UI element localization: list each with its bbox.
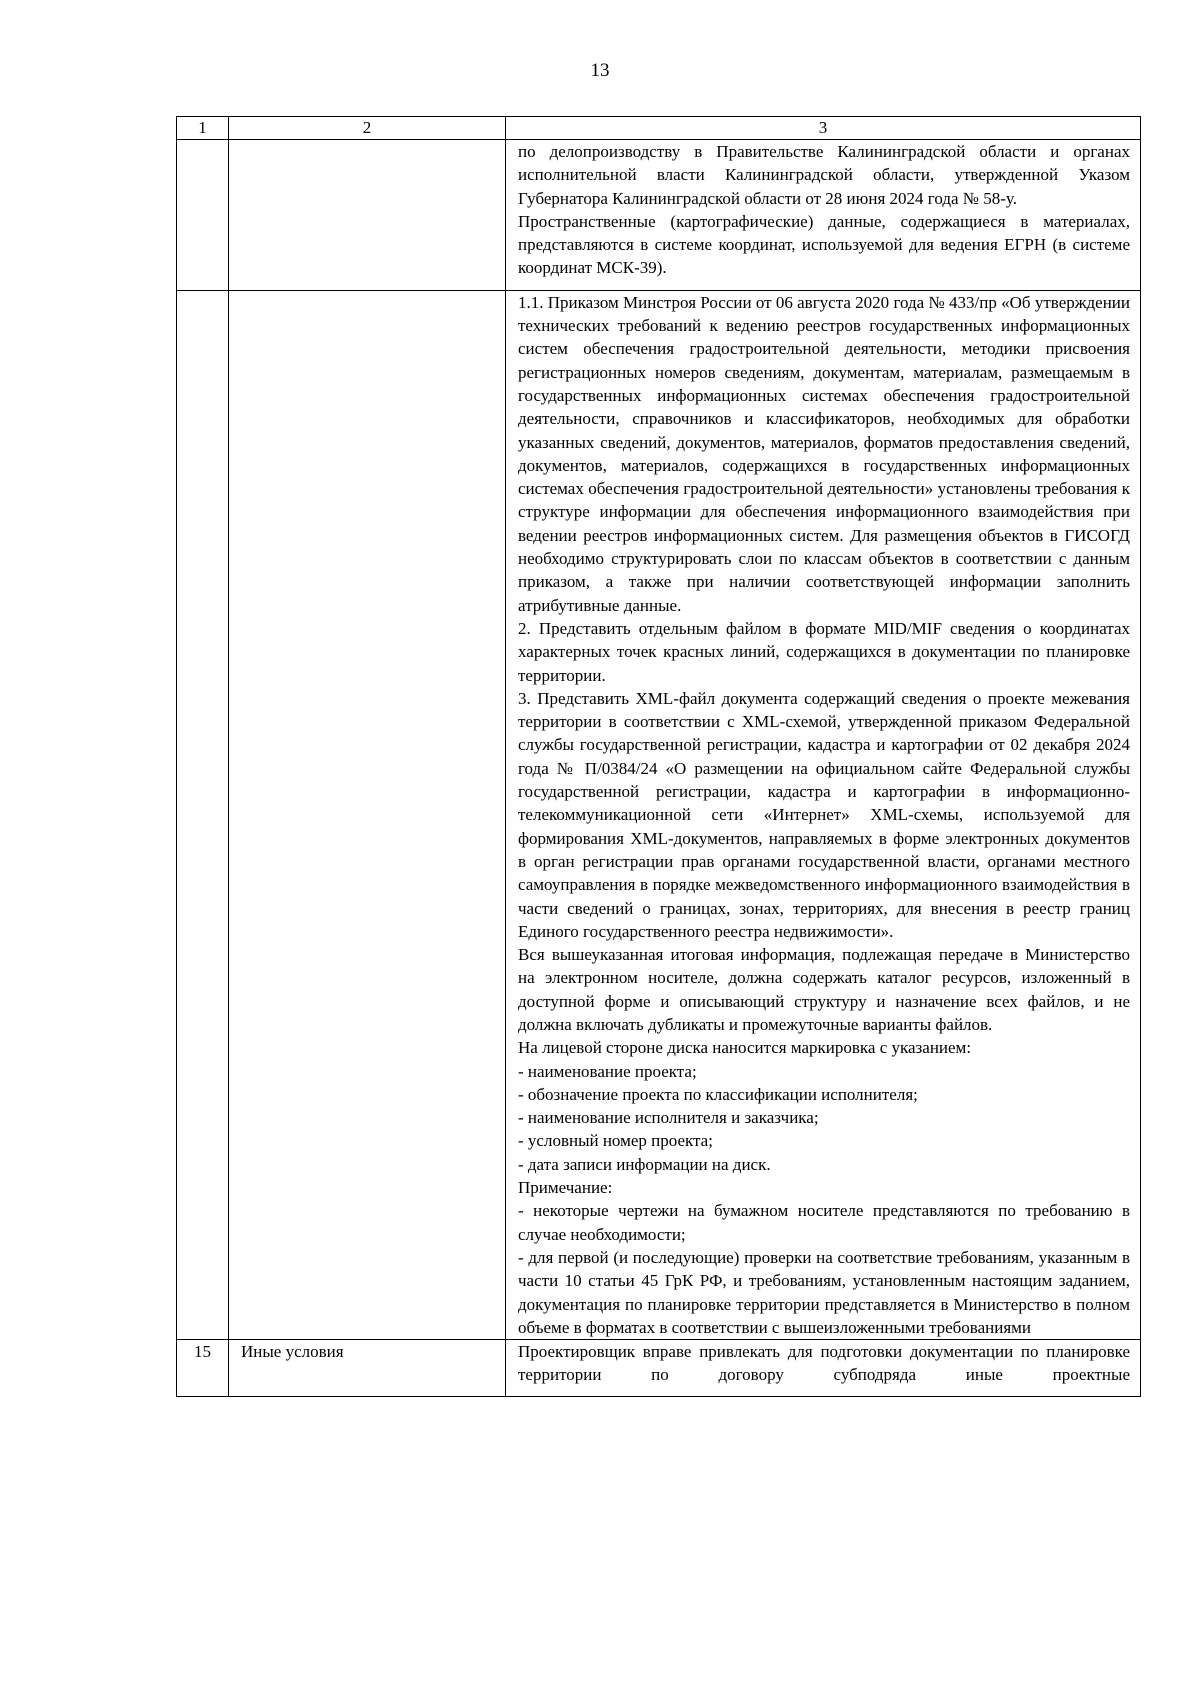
row-number: 15: [177, 1340, 229, 1397]
table-row-15: [177, 1340, 1141, 1397]
paragraph: по делопроизводству в Правительстве Калининградской области и органах исполнительной власти Калининградской области, утвержденной Указом Губернатора Калининградской области от 28 июня 2024 года № 58-у.: [518, 142, 1130, 208]
note-item: - для первой (и последующие) проверки на соответствие требованиям, указанным в части 10 статьи 45 ГрК РФ, и требованиям, установленным настоящим заданием, документация по планировке территории представляется в Министерство в полном объеме в форматах в соответствии с вышеизложенными требованиями: [518, 1247, 1130, 1337]
paragraph: На лицевой стороне диска наносится маркировка с указанием:: [518, 1038, 972, 1058]
header-col-1: 1: [177, 117, 229, 140]
cell-requirements-a: [506, 140, 1141, 291]
requirements-table: [176, 116, 1141, 1397]
list-item: - обозначение проекта по классификации исполнителя;: [518, 1084, 918, 1104]
paragraph: 3. Представить XML-файл документа содержащий сведения о проекте межевания территории в соответствии с XML-схемой, утвержденной приказом Федеральной службы государственной регистрации, кадастра и картографии от 02 декабря 2024 года № П/0384/24 «О размещении на официальном сайте Федеральной службы государственной регистрации, кадастра и картографии в информационно-телекоммуникационной сети «Интернет» XML-схемы, используемой для формирования XML-документов, направляемых в форме электронных документов в орган регистрации прав органами государственной власти, органами местного самоуправления в порядке межведомственного информационного взаимодействия в части сведений о границах, зонах, территориях, для внесения в реестр границ Единого государственного реестра недвижимости».: [518, 688, 1130, 941]
cell-empty: [177, 140, 229, 291]
note-heading: Примечание:: [518, 1178, 613, 1198]
list-item: - наименование проекта;: [518, 1061, 697, 1081]
page-number: 13: [590, 60, 610, 81]
list-item: - дата записи информации на диск.: [518, 1154, 771, 1174]
paragraph: 2. Представить отдельным файлом в формате MID/MIF сведения о координатах характерных точек красных линий, содержащихся в документации по планировке территории.: [518, 618, 1130, 685]
list-item: - условный номер проекта;: [518, 1131, 713, 1151]
header-col-3: 3: [506, 117, 1141, 140]
cell-other-conditions: [506, 1340, 1141, 1397]
cell-requirements-b: [506, 290, 1141, 1339]
table-header-row: [177, 117, 1141, 140]
table-row-continued-a: [177, 140, 1141, 291]
paragraph: Вся вышеуказанная итоговая информация, подлежащая передаче в Министерство на электронном носителе, должна содержать каталог ресурсов, изложенный в доступной форме и описывающий структуру и назначение всех файлов, и не должна включать дубликаты и промежуточные варианты файлов.: [518, 945, 1130, 1034]
note-item: - некоторые чертежи на бумажном носителе представляются по требованию в случае необходимости;: [518, 1201, 1130, 1244]
paragraph: Проектировщик вправе привлекать для подготовки документации по планировке территории по договору субподряда иные проектные: [518, 1342, 1130, 1385]
condition-name: Иные условия: [229, 1340, 506, 1397]
paragraph: 1.1. Приказом Минстроя России от 06 августа 2020 года № 433/пр «Об утверждении технических требований к ведению реестров государственных информационных систем обеспечения градостроительной деятельности, методики присвоения регистрационных номеров сведениям, документам, материалам, размещаемым в государственных информационных системах обеспечения градостроительной деятельности, справочников и классификаторов, необходимых для обработки указанных сведений, документов, материалов, форматов предоставления сведений, документов, материалов, содержащихся в государственных информационных системах обеспечения градостроительной деятельности» установлены требования к структуре информации для обеспечения информационного взаимодействия при ведении реестров информационных систем. Для размещения объектов в ГИСОГД необходимо структурировать слои по классам объектов в соответствии с данным приказом, а также при наличии соответствующей информации заполнить атрибутивные данные.: [518, 292, 1130, 615]
paragraph: Пространственные (картографические) данные, содержащиеся в материалах, представляются в системе координат, используемой для ведения ЕГРН (в системе координат МСК-39).: [518, 211, 1130, 278]
cell-empty: [177, 290, 229, 1339]
cell-empty: [229, 290, 506, 1339]
header-col-2: 2: [229, 117, 506, 140]
table-row-continued-b: [177, 290, 1141, 1339]
cell-empty: [229, 140, 506, 291]
list-item: - наименование исполнителя и заказчика;: [518, 1108, 819, 1128]
